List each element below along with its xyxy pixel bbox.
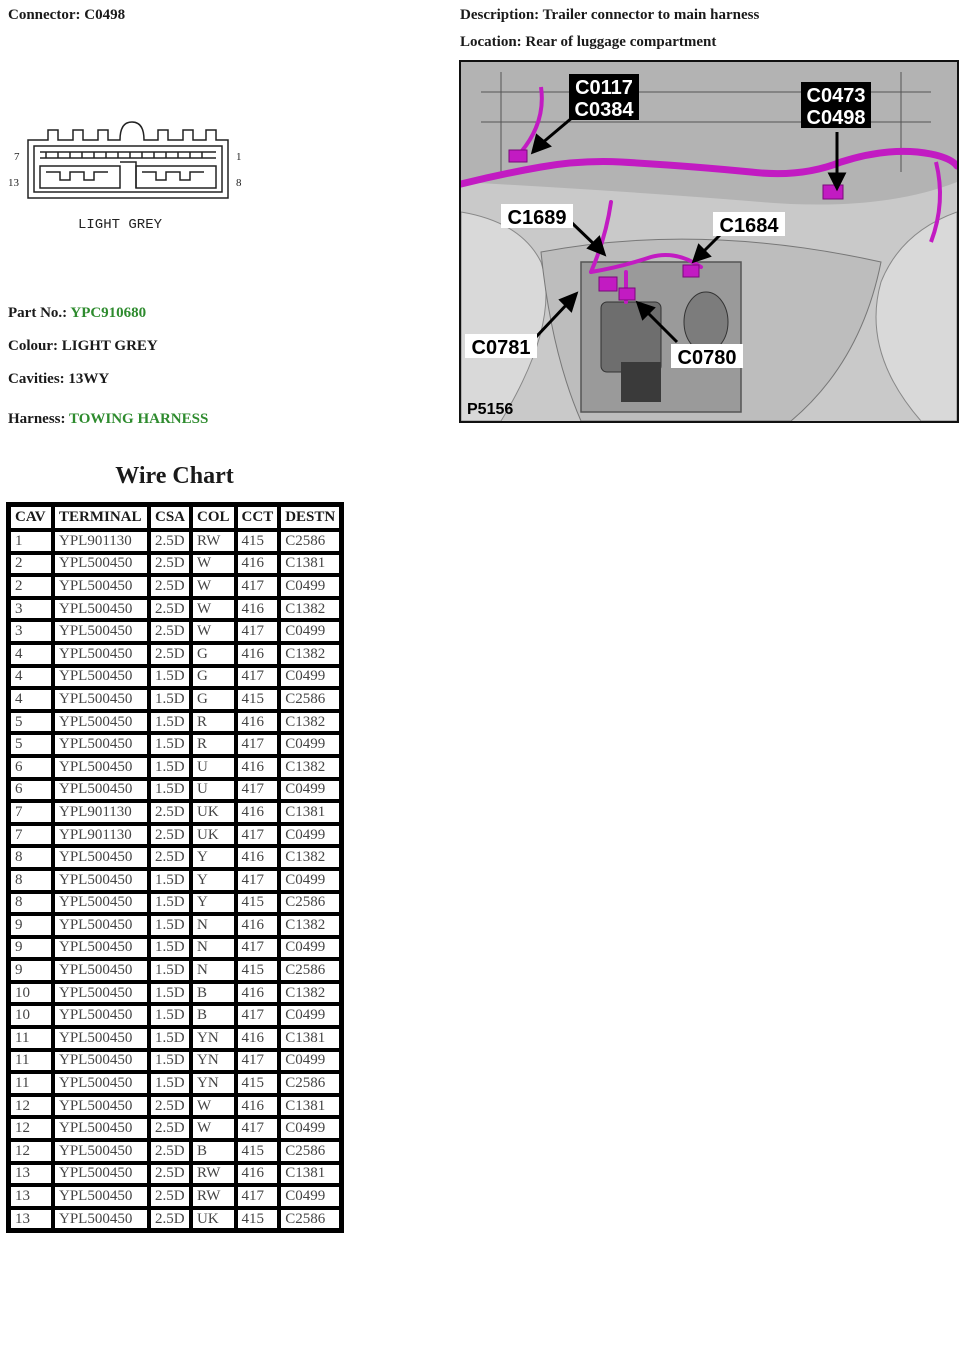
cell-csa: 2.5D — [149, 846, 191, 869]
cell-cav: 7 — [9, 801, 53, 824]
cell-terminal: YPL500450 — [53, 1027, 149, 1050]
cell-csa: 1.5D — [149, 937, 191, 960]
table-row — [9, 1185, 341, 1208]
cell-cav: 12 — [9, 1140, 53, 1163]
table-row — [9, 575, 341, 598]
table-row — [9, 711, 341, 734]
cell-terminal: YPL500450 — [53, 1163, 149, 1186]
part-number-link[interactable]: YPC910680 — [70, 305, 147, 321]
cell-cct: 415 — [236, 1140, 280, 1163]
table-row — [9, 937, 341, 960]
cell-terminal: YPL500450 — [53, 959, 149, 982]
cell-destn: C1382 — [279, 846, 341, 869]
cell-cct: 416 — [236, 643, 280, 666]
cell-col: B — [191, 1004, 236, 1027]
cell-csa: 2.5D — [149, 801, 191, 824]
table-row — [9, 1208, 341, 1231]
col-header-cav: CAV — [9, 505, 53, 530]
cell-csa: 1.5D — [149, 892, 191, 915]
callout-c0117: C0117 — [575, 77, 633, 99]
cell-terminal: YPL901130 — [53, 530, 149, 553]
cell-destn: C1381 — [279, 801, 341, 824]
cell-cct: 417 — [236, 779, 280, 802]
cell-cav: 11 — [9, 1050, 53, 1073]
cell-csa: 2.5D — [149, 620, 191, 643]
cell-cct: 415 — [236, 959, 280, 982]
cell-cct: 416 — [236, 711, 280, 734]
colour-row — [8, 338, 158, 355]
cell-destn: C0499 — [279, 1050, 341, 1073]
cell-destn: C2586 — [279, 1208, 341, 1231]
cell-destn: C0499 — [279, 620, 341, 643]
table-row — [9, 620, 341, 643]
cell-terminal: YPL500450 — [53, 711, 149, 734]
cell-col: U — [191, 756, 236, 779]
cell-terminal: YPL500450 — [53, 1185, 149, 1208]
cell-csa: 2.5D — [149, 530, 191, 553]
table-row — [9, 733, 341, 756]
cell-destn: C2586 — [279, 1072, 341, 1095]
cell-cav: 12 — [9, 1117, 53, 1140]
table-row — [9, 779, 341, 802]
cell-destn: C2586 — [279, 688, 341, 711]
description-heading — [460, 7, 759, 24]
cell-col: W — [191, 1117, 236, 1140]
cell-col: R — [191, 711, 236, 734]
cell-destn: C0499 — [279, 779, 341, 802]
table-row — [9, 824, 341, 847]
cell-col: UK — [191, 824, 236, 847]
connector-label: Connector: — [8, 7, 81, 23]
table-row — [9, 598, 341, 621]
col-header-destn: DESTN — [279, 505, 341, 530]
cell-csa: 1.5D — [149, 733, 191, 756]
cell-col: RW — [191, 530, 236, 553]
cell-cct: 417 — [236, 1004, 280, 1027]
photo-reference: P5156 — [467, 401, 514, 418]
cell-destn: C1382 — [279, 914, 341, 937]
cell-cav: 9 — [9, 959, 53, 982]
cell-cct: 416 — [236, 846, 280, 869]
table-row — [9, 869, 341, 892]
harness-link[interactable]: TOWING HARNESS — [68, 411, 209, 427]
cell-destn: C1381 — [279, 553, 341, 576]
cell-destn: C0499 — [279, 575, 341, 598]
connector-id: C0498 — [84, 7, 126, 23]
cell-terminal: YPL500450 — [53, 1095, 149, 1118]
cell-cav: 11 — [9, 1027, 53, 1050]
table-row — [9, 914, 341, 937]
cell-destn: C0499 — [279, 937, 341, 960]
cell-col: Y — [191, 846, 236, 869]
cell-cct: 416 — [236, 1163, 280, 1186]
table-row — [9, 892, 341, 915]
cell-destn: C0499 — [279, 1117, 341, 1140]
cell-terminal: YPL901130 — [53, 824, 149, 847]
cell-csa: 2.5D — [149, 1163, 191, 1186]
cell-csa: 2.5D — [149, 1208, 191, 1231]
cell-cav: 8 — [9, 892, 53, 915]
cell-col: W — [191, 620, 236, 643]
location-heading — [460, 34, 716, 51]
cell-cav: 10 — [9, 982, 53, 1005]
cell-terminal: YPL500450 — [53, 779, 149, 802]
cell-cct: 417 — [236, 937, 280, 960]
cell-col: RW — [191, 1185, 236, 1208]
cell-destn: C0499 — [279, 733, 341, 756]
cell-terminal: YPL500450 — [53, 1050, 149, 1073]
cell-csa: 2.5D — [149, 598, 191, 621]
cell-csa: 1.5D — [149, 869, 191, 892]
table-row — [9, 959, 341, 982]
cell-cct: 415 — [236, 892, 280, 915]
cavities-label: Cavities: — [8, 371, 65, 387]
table-row — [9, 643, 341, 666]
cell-cav: 13 — [9, 1208, 53, 1231]
callout-c0384: C0384 — [574, 99, 634, 121]
table-row — [9, 756, 341, 779]
cell-col: N — [191, 959, 236, 982]
cell-col: G — [191, 666, 236, 689]
cell-terminal: YPL500450 — [53, 937, 149, 960]
callout-c0498: C0498 — [806, 107, 866, 129]
cell-cct: 416 — [236, 1027, 280, 1050]
cell-col: YN — [191, 1027, 236, 1050]
cell-cav: 13 — [9, 1163, 53, 1186]
cell-terminal: YPL500450 — [53, 620, 149, 643]
cell-cav: 10 — [9, 1004, 53, 1027]
location-value: Rear of luggage compartment — [525, 34, 717, 50]
cell-cav: 4 — [9, 666, 53, 689]
cell-csa: 2.5D — [149, 643, 191, 666]
wire-chart-header-row — [9, 505, 341, 530]
cell-cct: 417 — [236, 620, 280, 643]
cell-terminal: YPL500450 — [53, 598, 149, 621]
table-row — [9, 1027, 341, 1050]
cell-csa: 1.5D — [149, 1072, 191, 1095]
pin-label-8: 8 — [236, 177, 242, 189]
cell-cct: 415 — [236, 1072, 280, 1095]
location-photo — [459, 60, 959, 423]
cell-col: UK — [191, 1208, 236, 1231]
table-row — [9, 1004, 341, 1027]
cell-cav: 11 — [9, 1072, 53, 1095]
cell-terminal: YPL500450 — [53, 869, 149, 892]
table-row — [9, 801, 341, 824]
cell-csa: 1.5D — [149, 959, 191, 982]
connector-heading — [8, 7, 125, 24]
connector-colour-caption: LIGHT GREY — [78, 217, 163, 233]
table-row — [9, 1095, 341, 1118]
cell-terminal: YPL500450 — [53, 643, 149, 666]
part-number-row — [8, 305, 146, 322]
table-row — [9, 846, 341, 869]
cell-destn: C0499 — [279, 666, 341, 689]
cell-cav: 4 — [9, 643, 53, 666]
cell-terminal: YPL500450 — [53, 1140, 149, 1163]
cell-destn: C1382 — [279, 711, 341, 734]
cell-col: W — [191, 575, 236, 598]
callout-c0780: C0780 — [677, 347, 737, 369]
cell-cav: 12 — [9, 1095, 53, 1118]
cell-destn: C2586 — [279, 1140, 341, 1163]
col-header-terminal: TERMINAL — [53, 505, 149, 530]
cell-cav: 9 — [9, 914, 53, 937]
cell-csa: 2.5D — [149, 553, 191, 576]
cell-cct: 417 — [236, 1117, 280, 1140]
cell-destn: C0499 — [279, 1185, 341, 1208]
wire-chart-body — [9, 530, 341, 1230]
pin-label-7: 7 — [14, 151, 20, 163]
cell-cav: 3 — [9, 598, 53, 621]
cell-csa: 1.5D — [149, 711, 191, 734]
cell-csa: 1.5D — [149, 756, 191, 779]
cell-cct: 415 — [236, 530, 280, 553]
cavities-row — [8, 371, 109, 388]
cell-csa: 2.5D — [149, 575, 191, 598]
wire-chart-table — [6, 502, 344, 1233]
cell-cct: 416 — [236, 982, 280, 1005]
cell-cct: 417 — [236, 575, 280, 598]
cell-col: R — [191, 733, 236, 756]
table-row — [9, 666, 341, 689]
cell-csa: 1.5D — [149, 1004, 191, 1027]
callout-c1689: C1689 — [507, 207, 567, 229]
callout-c0473: C0473 — [806, 85, 866, 107]
cell-csa: 1.5D — [149, 666, 191, 689]
cell-csa: 1.5D — [149, 1027, 191, 1050]
harness-label: Harness: — [8, 411, 66, 427]
cell-csa: 1.5D — [149, 914, 191, 937]
cell-col: B — [191, 982, 236, 1005]
cell-col: W — [191, 1095, 236, 1118]
table-row — [9, 1163, 341, 1186]
cell-cct: 417 — [236, 1185, 280, 1208]
cavities-value: 13WY — [68, 371, 110, 387]
cell-cct: 415 — [236, 688, 280, 711]
cell-cav: 3 — [9, 620, 53, 643]
cell-csa: 2.5D — [149, 1095, 191, 1118]
cell-col: RW — [191, 1163, 236, 1186]
col-header-cct: CCT — [236, 505, 280, 530]
cell-cav: 5 — [9, 733, 53, 756]
cell-col: Y — [191, 869, 236, 892]
part-number-label: Part No.: — [8, 305, 68, 321]
cell-csa: 2.5D — [149, 1140, 191, 1163]
colour-label: Colour: — [8, 338, 58, 354]
cell-destn: C0499 — [279, 1004, 341, 1027]
cell-cct: 416 — [236, 553, 280, 576]
harness-row — [8, 411, 208, 428]
cell-col: N — [191, 937, 236, 960]
cell-destn: C0499 — [279, 869, 341, 892]
cell-cct: 416 — [236, 756, 280, 779]
cell-col: B — [191, 1140, 236, 1163]
cell-cav: 6 — [9, 779, 53, 802]
cell-terminal: YPL500450 — [53, 982, 149, 1005]
table-row — [9, 982, 341, 1005]
cell-col: W — [191, 553, 236, 576]
cell-csa: 1.5D — [149, 1050, 191, 1073]
table-row — [9, 553, 341, 576]
cell-cav: 4 — [9, 688, 53, 711]
cell-col: U — [191, 779, 236, 802]
cell-cav: 1 — [9, 530, 53, 553]
cell-cav: 8 — [9, 869, 53, 892]
cell-cct: 417 — [236, 733, 280, 756]
cell-terminal: YPL500450 — [53, 1072, 149, 1095]
cell-terminal: YPL500450 — [53, 666, 149, 689]
cell-cct: 416 — [236, 914, 280, 937]
callout-c0781: C0781 — [471, 337, 531, 359]
cell-cav: 2 — [9, 575, 53, 598]
cell-cav: 8 — [9, 846, 53, 869]
cell-terminal: YPL901130 — [53, 801, 149, 824]
cell-terminal: YPL500450 — [53, 575, 149, 598]
cell-destn: C1382 — [279, 756, 341, 779]
table-row — [9, 1050, 341, 1073]
cell-cct: 416 — [236, 598, 280, 621]
cell-destn: C1381 — [279, 1163, 341, 1186]
colour-value: LIGHT GREY — [61, 338, 158, 354]
cell-cct: 417 — [236, 824, 280, 847]
cell-col: N — [191, 914, 236, 937]
cell-csa: 1.5D — [149, 982, 191, 1005]
cell-terminal: YPL500450 — [53, 733, 149, 756]
cell-cct: 417 — [236, 1050, 280, 1073]
table-row — [9, 530, 341, 553]
wire-chart-title: Wire Chart — [115, 463, 234, 489]
cell-terminal: YPL500450 — [53, 846, 149, 869]
cell-cav: 5 — [9, 711, 53, 734]
connector-face-diagram — [8, 118, 248, 238]
cell-destn: C2586 — [279, 959, 341, 982]
cell-destn: C1382 — [279, 598, 341, 621]
location-photo-illustration — [461, 62, 957, 421]
pin-label-1: 1 — [236, 151, 242, 163]
table-row — [9, 1072, 341, 1095]
cell-col: W — [191, 598, 236, 621]
cell-col: UK — [191, 801, 236, 824]
cell-col: G — [191, 643, 236, 666]
table-row — [9, 1117, 341, 1140]
cell-cav: 2 — [9, 553, 53, 576]
col-header-col: COL — [191, 505, 236, 530]
cell-cct: 416 — [236, 801, 280, 824]
cell-destn: C1381 — [279, 1027, 341, 1050]
cell-destn: C0499 — [279, 824, 341, 847]
cell-col: Y — [191, 892, 236, 915]
cell-col: G — [191, 688, 236, 711]
cell-destn: C2586 — [279, 892, 341, 915]
cell-cav: 9 — [9, 937, 53, 960]
cell-destn: C1382 — [279, 982, 341, 1005]
cell-terminal: YPL500450 — [53, 1208, 149, 1231]
callout-c1684: C1684 — [719, 215, 779, 237]
cell-terminal: YPL500450 — [53, 553, 149, 576]
cell-terminal: YPL500450 — [53, 756, 149, 779]
cell-cav: 6 — [9, 756, 53, 779]
table-row — [9, 1140, 341, 1163]
cell-csa: 2.5D — [149, 1185, 191, 1208]
description-value: Trailer connector to main harness — [542, 7, 760, 23]
cell-csa: 1.5D — [149, 688, 191, 711]
cell-csa: 1.5D — [149, 779, 191, 802]
cell-cct: 417 — [236, 869, 280, 892]
cell-csa: 2.5D — [149, 1117, 191, 1140]
cell-destn: C1382 — [279, 643, 341, 666]
cell-csa: 2.5D — [149, 824, 191, 847]
pin-label-13: 13 — [8, 177, 19, 189]
table-row — [9, 688, 341, 711]
location-label: Location: — [460, 34, 522, 50]
cell-terminal: YPL500450 — [53, 1004, 149, 1027]
cell-destn: C1381 — [279, 1095, 341, 1118]
col-header-csa: CSA — [149, 505, 191, 530]
cell-terminal: YPL500450 — [53, 914, 149, 937]
cell-col: YN — [191, 1050, 236, 1073]
cell-cav: 13 — [9, 1185, 53, 1208]
cell-cct: 415 — [236, 1208, 280, 1231]
cell-cct: 416 — [236, 1095, 280, 1118]
cell-terminal: YPL500450 — [53, 892, 149, 915]
cell-destn: C2586 — [279, 530, 341, 553]
cell-col: YN — [191, 1072, 236, 1095]
cell-terminal: YPL500450 — [53, 688, 149, 711]
cell-cav: 7 — [9, 824, 53, 847]
cell-cct: 417 — [236, 666, 280, 689]
cell-terminal: YPL500450 — [53, 1117, 149, 1140]
description-label: Description: — [460, 7, 540, 23]
